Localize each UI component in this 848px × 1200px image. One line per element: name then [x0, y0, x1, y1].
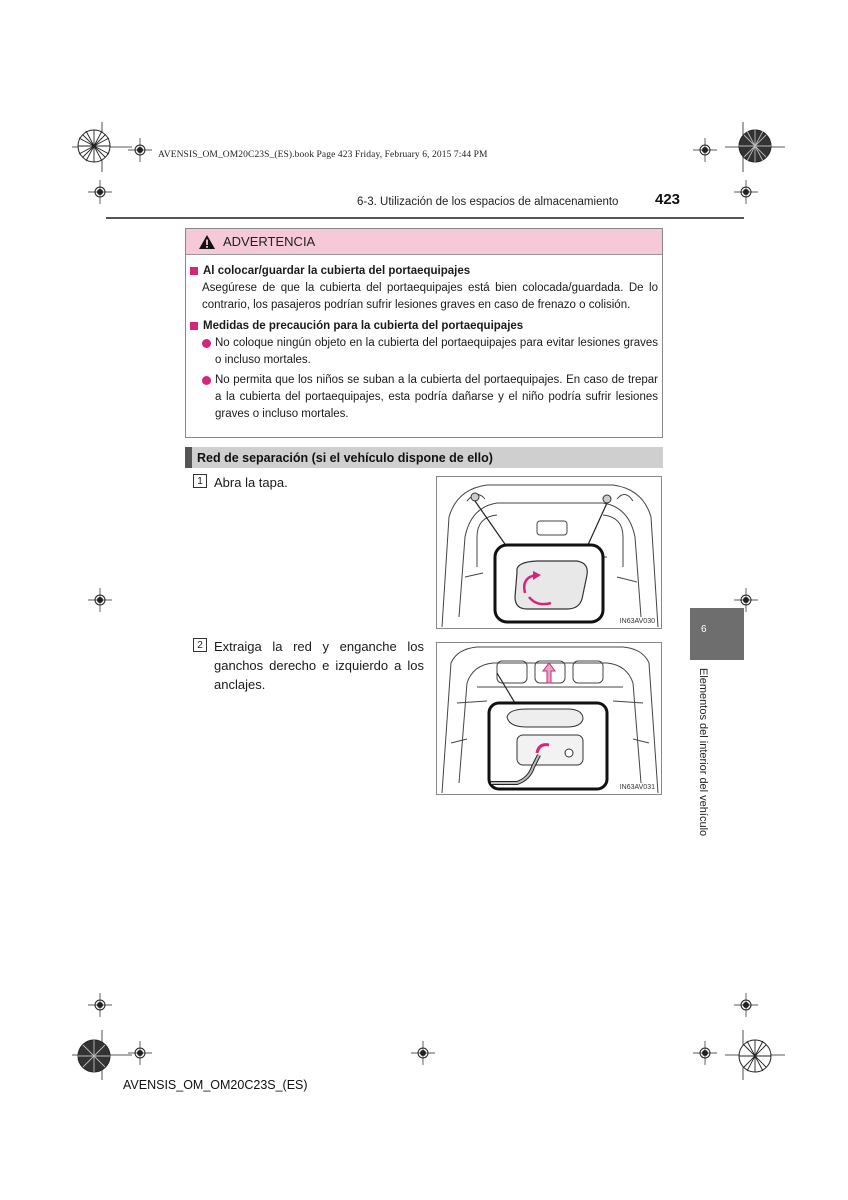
warning-title: ADVERTENCIA — [223, 234, 316, 249]
crosshair-mark — [693, 138, 717, 162]
dot-bullet-icon — [202, 339, 211, 348]
step-1 — [193, 473, 424, 492]
footer-code: AVENSIS_OM_OM20C23S_(ES) — [123, 1078, 308, 1092]
crosshair-mark — [88, 993, 112, 1017]
crosshair-mark — [411, 1041, 435, 1065]
chapter-number: 6 — [701, 624, 707, 635]
registration-target-top-right — [725, 122, 785, 172]
warning-block-cover-placement — [190, 265, 658, 314]
crosshair-mark — [693, 1041, 717, 1065]
step-number: 2 — [193, 638, 207, 652]
illustration-hook-net — [436, 642, 662, 795]
warning-block-precautions — [190, 320, 658, 423]
crosshair-mark — [128, 138, 152, 162]
page-number: 423 — [655, 191, 681, 208]
dot-bullet-icon — [202, 376, 211, 385]
warning-block-heading: Al colocar/guardar la cubierta del portaequipajes — [203, 265, 471, 277]
crosshair-mark — [128, 1041, 152, 1065]
warning-bullet: No permita que los niños se suban a la cubierta del portaequipajes. En caso de trepar a la cubierta del portaequipajes, esta podría dañarse y el niño podría sufrir lesiones graves o incluso mortales. — [190, 372, 658, 423]
square-bullet-icon — [190, 267, 198, 275]
registration-target-bottom-left — [72, 1030, 132, 1080]
illustration-open-lid — [436, 476, 662, 629]
crosshair-mark — [734, 993, 758, 1017]
warning-header — [186, 229, 662, 255]
step-text: Abra la tapa. — [214, 475, 288, 490]
illustration-code: IN63AV031 — [619, 784, 655, 791]
crosshair-mark — [734, 180, 758, 204]
step-number: 1 — [193, 474, 207, 488]
crosshair-mark — [88, 588, 112, 612]
crosshair-mark — [88, 180, 112, 204]
registration-target-top-left — [72, 122, 132, 172]
illustration-code: IN63AV030 — [619, 618, 655, 625]
warning-block-heading: Medidas de precaución para la cubierta del portaequipajes — [203, 320, 524, 332]
section-title: 6-3. Utilización de los espacios de almacenamiento — [357, 196, 619, 208]
registration-target-bottom-right — [725, 1030, 785, 1080]
warning-block-text: Asegúrese de que la cubierta del portaequipajes está bien colocada/guardada. De lo contrario, los pasajeros podrían sufrir lesiones graves en caso de frenazo o colisión. — [202, 282, 658, 311]
step-text: Extraiga la red y enganche los ganchos derecho e izquierdo a los anclajes. — [214, 639, 424, 692]
print-metadata: AVENSIS_OM_OM20C23S_(ES).book Page 423 Friday, February 6, 2015 7:44 PM — [158, 150, 488, 160]
warning-triangle-icon — [198, 234, 216, 250]
step-2 — [193, 637, 424, 694]
chapter-label: Elementos del interior del vehículo — [697, 668, 709, 837]
header-rule — [106, 217, 744, 219]
subsection-heading: Red de separación (si el vehículo dispone de ello) — [185, 447, 663, 468]
chapter-tab — [690, 608, 744, 660]
warning-bullet: No coloque ningún objeto en la cubierta del portaequipajes para evitar lesiones graves o incluso mortales. — [190, 335, 658, 369]
warning-box — [185, 228, 663, 438]
square-bullet-icon — [190, 322, 198, 330]
